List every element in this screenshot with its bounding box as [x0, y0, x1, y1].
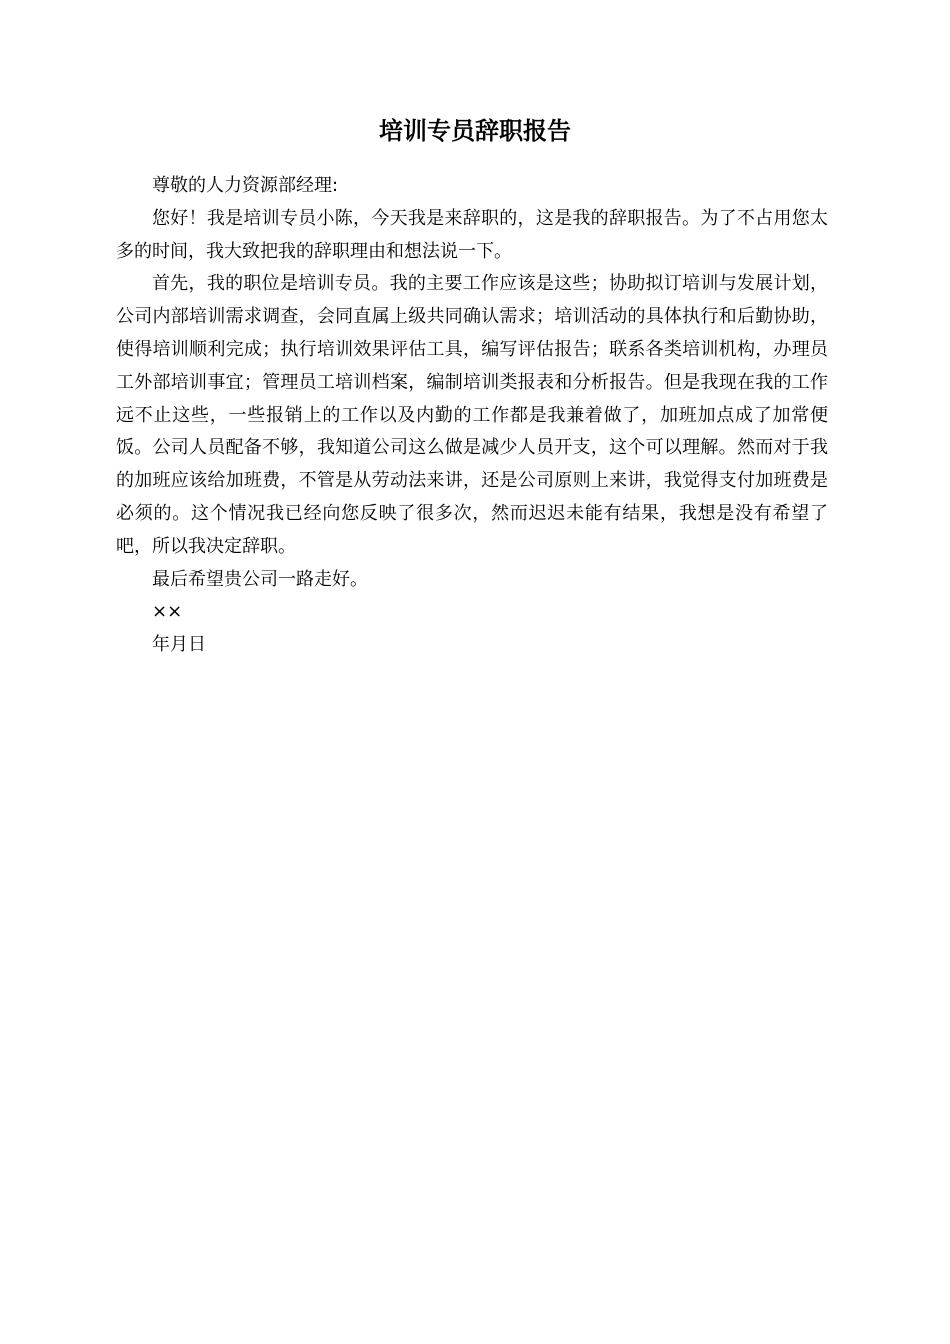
salutation: 尊敬的人力资源部经理: — [152, 175, 339, 196]
document-body — [116, 170, 828, 662]
paragraph-closing: 最后希望贵公司一路走好。 — [152, 568, 368, 590]
document-title: 培训专员辞职报告 — [379, 117, 571, 145]
paragraph-greeting: 您好！我是培训专员小陈，今天我是来辞职的，这是我的辞职报告。为了不占用您太多的时间，我大致把我的辞职理由和想法说一下。 — [116, 207, 828, 262]
paragraph-reasons: 首先，我的职位是培训专员。我的主要工作应该是这些；协助拟订培训与发展计划，公司内部培训需求调查，会同直属上级共同确认需求；培训活动的具体执行和后勤协助，使得培训顺利完成；执行培训效果评估工具，编写评估报告；联系各类培训机构，办理员工外部培训事宜；管理员工培训档案，编制培训类报表和分析报告。但是我现在我的工作远不止这些，一些报销上的工作以及内勤的工作都是我兼着做了，加班加点成了加常便饭。公司人员配备不够，我知道公司这么做是减少人员开支，这个可以理解。然而对于我的加班应该给加班费，不管是从劳动法来讲，还是公司原则上来讲，我觉得支付加班费是必须的。这个情况我已经向您反映了很多次，然而迟迟未能有结果，我想是没有希望了吧，所以我决定辞职。 — [116, 273, 828, 557]
signature: ×× — [152, 601, 183, 623]
date-line: 年月日 — [152, 634, 206, 656]
